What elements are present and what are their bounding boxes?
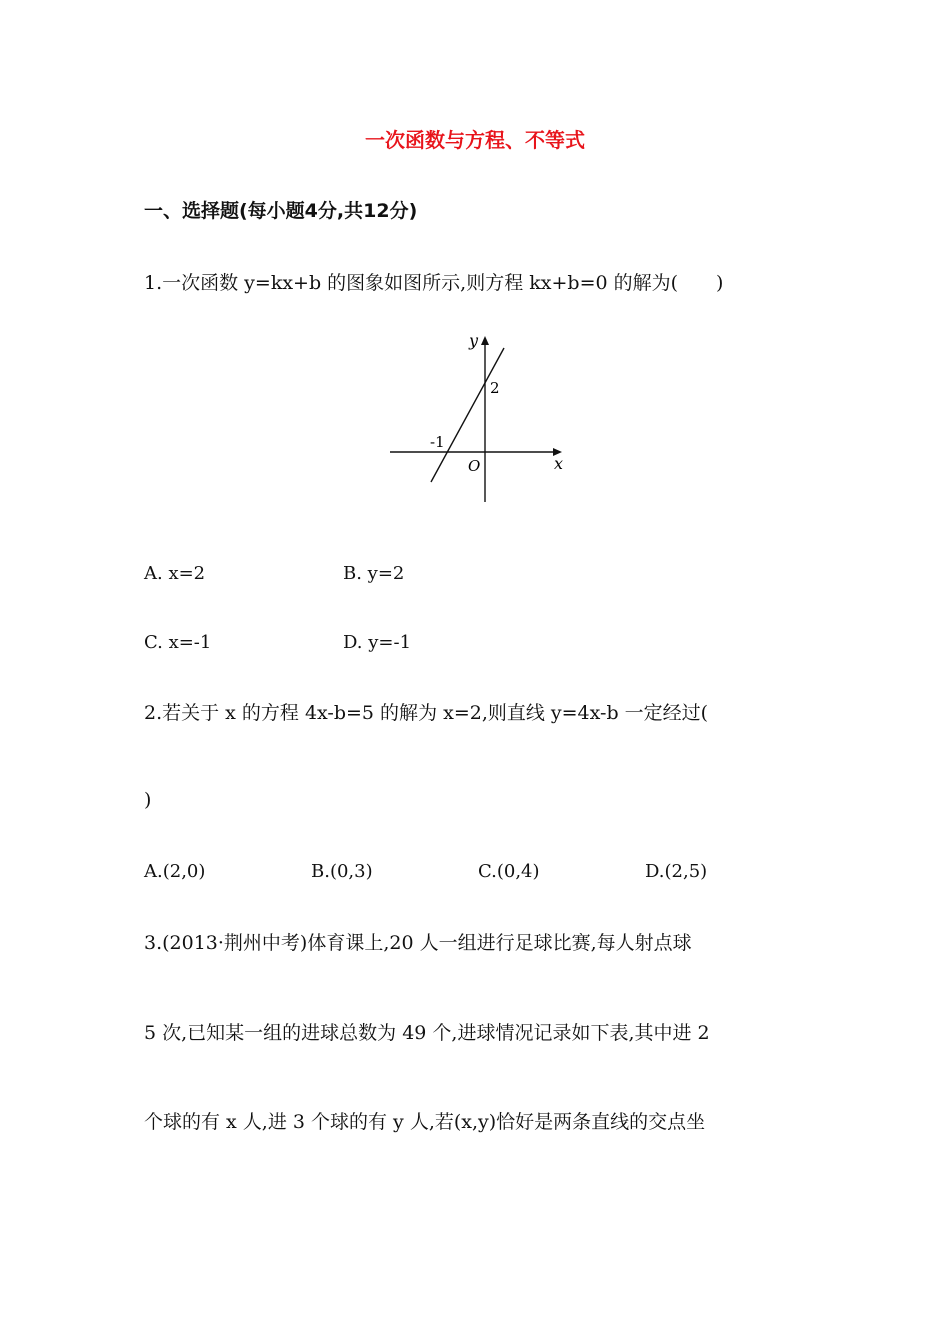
q1-option-a: A. x=2	[144, 563, 206, 584]
x-axis-label: x	[554, 454, 564, 473]
question-3-line-3: 个球的有 x 人,进 3 个球的有 y 人,若(x,y)恰好是两条直线的交点坐	[144, 1111, 706, 1133]
question-3-line-1: 3.(2013·荆州中考)体育课上,20 人一组进行足球比赛,每人射点球	[144, 932, 692, 954]
y-axis-label: y	[469, 331, 479, 350]
y-axis-arrow	[481, 336, 489, 345]
page-title: 一次函数与方程、不等式	[365, 128, 585, 152]
origin-label: O	[468, 457, 481, 475]
question-2-stem-line-1: 2.若关于 x 的方程 4x-b=5 的解为 x=2,则直线 y=4x-b 一定经过(	[144, 702, 709, 724]
question-3-line-2: 5 次,已知某一组的进球总数为 49 个,进球情况记录如下表,其中进 2	[144, 1022, 710, 1044]
q2-option-d: D.(2,5)	[645, 861, 708, 882]
q1-option-c: C. x=-1	[144, 632, 212, 653]
section-heading: 一、选择题(每小题4分,共12分)	[144, 200, 418, 222]
linear-function-graph	[385, 330, 575, 510]
q2-option-a: A.(2,0)	[144, 861, 206, 882]
question-1-stem: 1.一次函数 y=kx+b 的图象如图所示,则方程 kx+b=0 的解为( )	[144, 272, 724, 294]
q1-option-b: B. y=2	[343, 563, 405, 584]
q2-option-b: B.(0,3)	[311, 861, 373, 882]
x-intercept-label: -1	[430, 433, 445, 451]
question-2-stem-line-2: )	[144, 789, 152, 811]
q2-option-c: C.(0,4)	[478, 861, 540, 882]
q1-option-d: D. y=-1	[343, 632, 412, 653]
y-intercept-label: 2	[490, 379, 500, 397]
